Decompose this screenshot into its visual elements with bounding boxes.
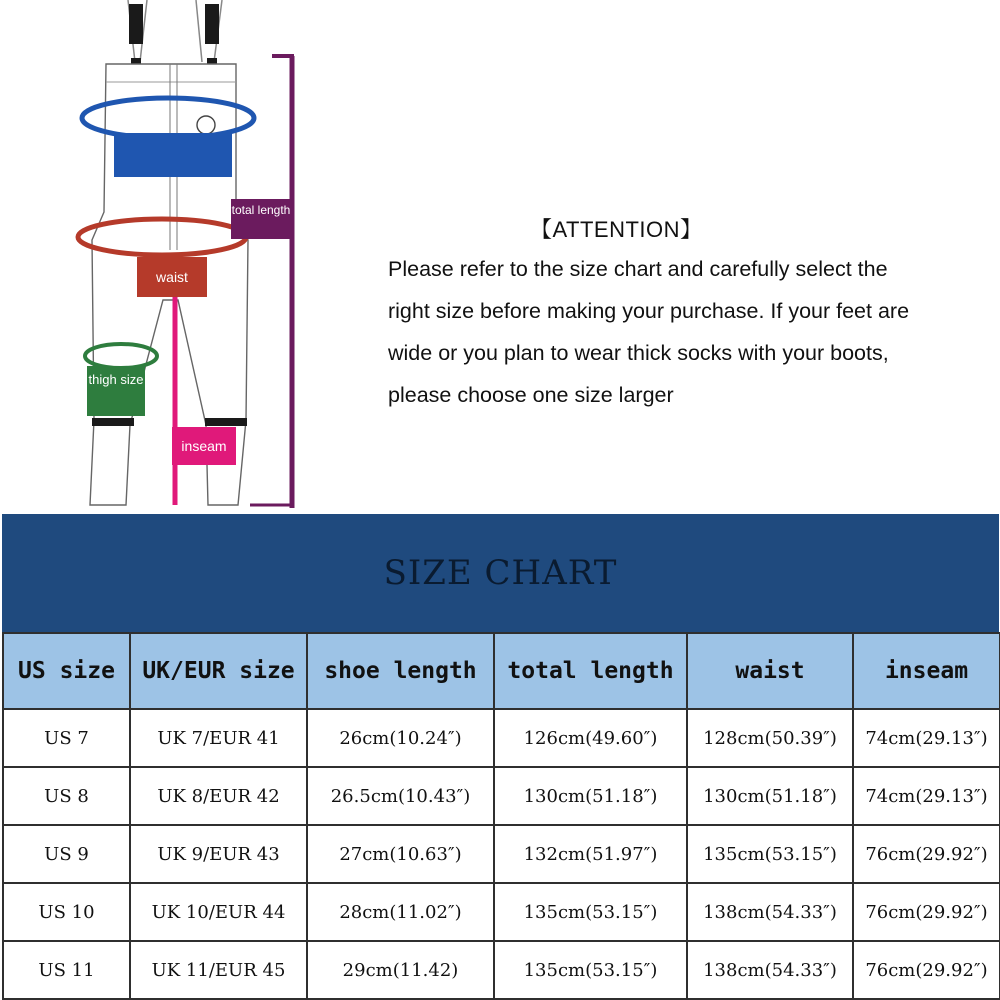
attention-body bbox=[388, 248, 988, 416]
table-cell: US 7 bbox=[3, 709, 130, 767]
column-header-inseam: inseam bbox=[853, 633, 1000, 709]
table-cell: 135cm(53.15″) bbox=[687, 825, 853, 883]
table-cell: 138cm(54.33″) bbox=[687, 883, 853, 941]
column-header-uk-eur-size: UK/EUR size bbox=[130, 633, 307, 709]
table-row bbox=[3, 941, 1000, 999]
table-cell: US 8 bbox=[3, 767, 130, 825]
column-header-shoe-length: shoe length bbox=[307, 633, 494, 709]
table-cell: 130cm(51.18″) bbox=[494, 767, 687, 825]
table-cell: 74cm(29.13″) bbox=[853, 767, 1000, 825]
table-row bbox=[3, 767, 1000, 825]
attention-line: wide or you plan to wear thick socks with your boots, bbox=[388, 341, 889, 365]
wader-measurement-diagram bbox=[0, 0, 310, 512]
table-cell: UK 9/EUR 43 bbox=[130, 825, 307, 883]
table-row bbox=[3, 883, 1000, 941]
table-row bbox=[3, 709, 1000, 767]
table-cell: US 11 bbox=[3, 941, 130, 999]
table-cell: 76cm(29.92″) bbox=[853, 883, 1000, 941]
table-cell: 76cm(29.92″) bbox=[853, 941, 1000, 999]
table-cell: 135cm(53.15″) bbox=[494, 883, 687, 941]
attention-line: right size before making your purchase. If your feet are bbox=[388, 299, 910, 323]
total-length-bracket bbox=[250, 56, 294, 508]
table-cell: 138cm(54.33″) bbox=[687, 941, 853, 999]
table-cell: 135cm(53.15″) bbox=[494, 941, 687, 999]
table-cell: 132cm(51.97″) bbox=[494, 825, 687, 883]
table-cell: 26.5cm(10.43″) bbox=[307, 767, 494, 825]
table-cell: US 9 bbox=[3, 825, 130, 883]
column-header-waist: waist bbox=[687, 633, 853, 709]
table-cell: UK 8/EUR 42 bbox=[130, 767, 307, 825]
inseam-label: inseam bbox=[172, 427, 236, 465]
wader-illustration bbox=[0, 0, 310, 512]
thigh-size-label: thigh size bbox=[87, 366, 145, 416]
table-row bbox=[3, 825, 1000, 883]
column-header-total-length: total length bbox=[494, 633, 687, 709]
size-chart-header bbox=[2, 514, 999, 632]
attention-title: 【ATTENTION】 bbox=[530, 217, 703, 242]
size-chart-table bbox=[2, 632, 1000, 1000]
table-cell: 128cm(50.39″) bbox=[687, 709, 853, 767]
table-cell: 76cm(29.92″) bbox=[853, 825, 1000, 883]
table-cell: US 10 bbox=[3, 883, 130, 941]
attention-line: Please refer to the size chart and carefully select the bbox=[388, 257, 888, 281]
table-cell: 26cm(10.24″) bbox=[307, 709, 494, 767]
size-chart-title: SIZE CHART bbox=[383, 553, 618, 593]
table-cell: UK 10/EUR 44 bbox=[130, 883, 307, 941]
suspender-straps bbox=[128, 0, 222, 70]
table-cell: UK 7/EUR 41 bbox=[130, 709, 307, 767]
column-header-us-size: US size bbox=[3, 633, 130, 709]
waist-label: waist bbox=[137, 257, 207, 297]
table-cell: 28cm(11.02″) bbox=[307, 883, 494, 941]
table-cell: 130cm(51.18″) bbox=[687, 767, 853, 825]
table-cell: 29cm(11.42) bbox=[307, 941, 494, 999]
attention-line: please choose one size larger bbox=[388, 383, 674, 407]
table-cell: 27cm(10.63″) bbox=[307, 825, 494, 883]
total-length-label: total length bbox=[231, 199, 291, 239]
table-cell: UK 11/EUR 45 bbox=[130, 941, 307, 999]
table-cell: 74cm(29.13″) bbox=[853, 709, 1000, 767]
table-header-row bbox=[3, 633, 1000, 709]
table-cell: 126cm(49.60″) bbox=[494, 709, 687, 767]
